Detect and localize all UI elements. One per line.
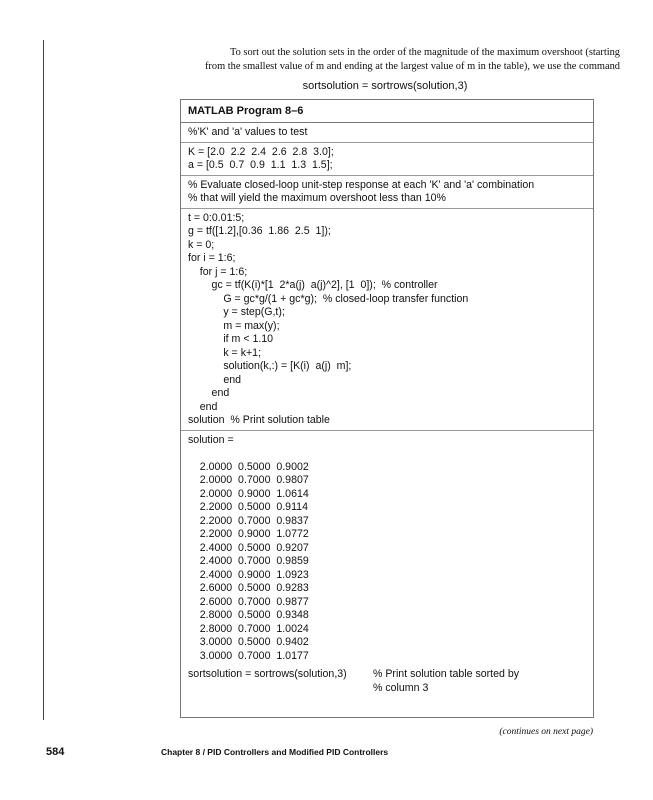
final-line-1 <box>188 668 586 682</box>
program-section <box>181 431 593 666</box>
program-body <box>181 123 593 665</box>
program-title: MATLAB Program 8–6 <box>181 100 593 123</box>
code-line: 2.2000 0.7000 0.9837 <box>188 514 309 527</box>
final-spacer <box>188 682 373 696</box>
program-final-section <box>181 665 593 697</box>
code-line: 3.0000 0.7000 1.0177 <box>188 649 309 662</box>
code-line: for j = 1:6; <box>188 265 248 278</box>
margin-rule <box>43 40 44 720</box>
code-line: 2.2000 0.9000 1.0772 <box>188 528 309 540</box>
final-line-2 <box>188 682 586 696</box>
program-section <box>181 143 593 176</box>
code-line: 2.8000 0.7000 1.0024 <box>188 622 309 635</box>
final-comment-1: % Print solution table sorted by <box>373 668 520 680</box>
code-line: end <box>188 400 218 413</box>
code-line: 2.0000 0.9000 1.0614 <box>188 487 309 500</box>
code-line: if m < 1.10 <box>188 333 274 345</box>
code-line: 2.6000 0.5000 0.9283 <box>188 582 309 594</box>
code-line: 2.0000 0.5000 0.9002 <box>188 460 309 473</box>
code-line: 3.0000 0.5000 0.9402 <box>188 636 309 648</box>
code-line: 2.4000 0.5000 0.9207 <box>188 541 309 554</box>
code-line: solution = <box>188 433 234 446</box>
code-line: 2.0000 0.7000 0.9807 <box>188 474 309 486</box>
code-line: k = 0; <box>188 238 215 251</box>
code-line: y = step(G,t); <box>188 306 285 318</box>
code-line: for i = 1:6; <box>188 252 236 264</box>
code-line: k = k+1; <box>188 346 262 359</box>
code-line: % Evaluate closed-loop unit-step response at each 'K' and 'a' combination <box>188 178 535 191</box>
code-line: solution % Print solution table <box>188 414 330 426</box>
code-line: end <box>188 387 230 399</box>
code-line: G = gc*g/(1 + gc*g); % closed-loop transfer function <box>188 292 469 305</box>
code-line: g = tf([1.2],[0.36 1.86 2.5 1]); <box>188 225 331 237</box>
matlab-program-box <box>180 99 594 718</box>
sort-command: sortsolution = sortrows(solution,3) <box>302 80 468 92</box>
continues-note: (continues on next page) <box>499 727 593 737</box>
code-line: m = max(y); <box>188 319 280 332</box>
program-section <box>181 209 593 431</box>
code-line: solution(k,:) = [K(i) a(j) m]; <box>188 360 352 372</box>
intro-line-1: To sort out the solution sets in the order of the magnitude of the maximum overshoot (starting <box>229 47 620 58</box>
intro-paragraph <box>150 46 620 74</box>
program-section <box>181 176 593 209</box>
final-comment-2: % column 3 <box>373 681 429 694</box>
code-line: gc = tf(K(i)*[1 2*a(j) a(j)^2], [1 0]); % controller <box>188 279 438 291</box>
code-line: 2.6000 0.7000 0.9877 <box>188 595 309 608</box>
code-line: 2.8000 0.5000 0.9348 <box>188 609 309 621</box>
final-code: sortsolution = sortrows(solution,3) <box>188 668 347 680</box>
chapter-title: Chapter 8 / PID Controllers and Modified PID Controllers <box>161 747 389 757</box>
code-line: end <box>188 373 241 386</box>
page-number: 584 <box>46 746 65 758</box>
code-line: a = [0.5 0.7 0.9 1.1 1.3 1.5]; <box>188 159 333 171</box>
code-line: %'K' and 'a' values to test <box>188 126 308 138</box>
program-section <box>181 123 593 143</box>
code-line: K = [2.0 2.2 2.4 2.6 2.8 3.0]; <box>188 145 334 158</box>
code-line: 2.4000 0.7000 0.9859 <box>188 555 309 567</box>
code-line: 2.4000 0.9000 1.0923 <box>188 568 309 581</box>
code-line: 2.2000 0.5000 0.9114 <box>188 501 308 513</box>
code-line: t = 0:0.01:5; <box>188 211 245 224</box>
code-line: % that will yield the maximum overshoot less than 10% <box>188 192 446 204</box>
code-line <box>188 447 586 461</box>
intro-line-2: from the smallest value of m and ending at the largest value of m in the table), we use the command <box>204 61 620 72</box>
